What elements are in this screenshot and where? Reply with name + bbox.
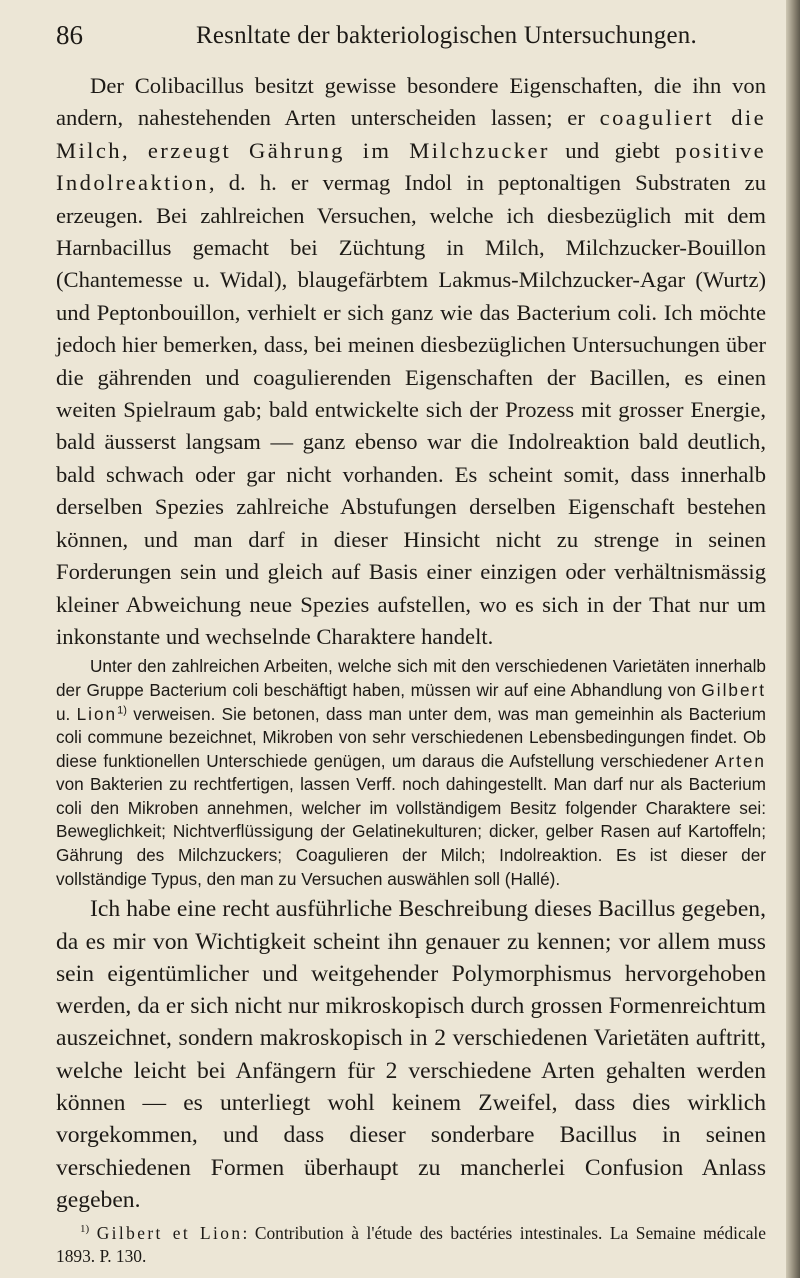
running-title: Resnltate der bakteriologischen Untersuchungen. <box>196 22 697 49</box>
footnote <box>56 1222 766 1267</box>
small-print-note <box>56 655 766 891</box>
page-header <box>56 20 756 52</box>
text-run: verweisen. Sie betonen, dass man unter dem, was man gemeinhin als Bacterium coli commune bezeichnet, Mikroben von sehr verschiedenen Lebensbedingungen findet. Ob diese funktionellen Unterschiede genügen, um daraus die Aufstellung verschiedener <box>56 703 766 771</box>
main-paragraph-2: Ich habe eine recht ausführliche Beschreibung dieses Bacillus gegeben, da es mir von Wichtigkeit scheint ihn genauer zu kennen; vor allem muss sein eigentümlicher und weitgehender Polymorphismus hervorgehoben werden, da er sich nicht nur mikroskopisch durch grossen Formenreichtum auszeichnet, sondern makroskopisch in 2 verschiedenen Varietäten auftritt, welche leicht bei Anfängern für 2 verschiedene Arten gehalten werden können — es unterliegt wohl keinem Zweifel, dass dies wirklich vorgekommen, und dass dieser sonderbare Bacillus in seinen verschiedenen Formen überhaupt zu mancherlei Confusion Anlass gegeben. <box>56 896 766 1213</box>
text-run: und giebt <box>549 137 676 163</box>
emphasized-text: positive Indolreaktion <box>56 137 766 196</box>
text-run: Unter den zahlreichen Arbeiten, welche sich mit den verschiedenen Varietäten innerhalb der Gruppe Bacterium coli beschäftigt haben, müssen wir auf eine Abhandlung von <box>56 656 766 700</box>
author-name: Gilbert <box>701 679 766 700</box>
text-run: u. <box>56 703 77 724</box>
page-body <box>56 70 766 1267</box>
page-number: 86 <box>56 20 83 50</box>
author-name: Lion <box>76 703 118 724</box>
author-name: Gilbert et Lion <box>96 1223 243 1244</box>
footnote-marker: 1) <box>80 1223 90 1236</box>
text-run: Der Colibacillus besitzt gewisse besondere Eigenschaften, die ihn von andern, nahestehenden Arten unterscheiden lassen; er <box>56 73 766 131</box>
main-paragraph-1 <box>56 70 766 653</box>
emphasized-text: Arten <box>714 750 766 771</box>
page-edge-shadow <box>786 0 800 1278</box>
text-run: von Bakterien zu rechtfertigen, lassen Verff. noch dahingestellt. Man darf nur als Bacterium coli den Mikroben annehmen, welcher im vollständigem Besitz folgender Charaktere sei: Beweglichkeit; Nichtverflüssigung der Gelatinekulturen; dicker, gelber Rasen auf Kartoffeln; Gährung des Milchzuckers; Coagulieren der Milch; Indolreaktion. Es ist dieser der vollständige Typus, den man zu Versuchen auswählen soll (Hallé). <box>56 774 766 889</box>
emphasized-text: coaguliert die Milch, erzeugt Gährung im Milchzucker <box>56 105 766 163</box>
text-run: : Contribution à l'étude des bactéries intestinales. La Semaine médicale 1893. P. 130. <box>56 1223 766 1266</box>
footnote-reference: 1) <box>117 703 127 716</box>
text-run: , d. h. er vermag Indol in peptonaltigen Substraten zu erzeugen. Bei zahlreichen Versuchen, welche ich diesbezüglich mit dem Harnbacillus gemacht bei Züchtung in Milch, Milchzucker-Bouillon (Chantemesse u. Widal), blaugefärbtem Lakmus-Milchzucker-Agar (Wurtz) und Peptonbouillon, verhielt er sich ganz wie das Bacterium coli. Ich möchte jedoch hier bemerken, dass, bei meinen diesbezüglichen Untersuchungen über die gährenden und coagulierenden Eigenschaften der Bacillen, es einen weiten Spielraum gab; bald entwickelte sich der Prozess mit grosser Energie, bald äusserst langsam — ganz ebenso war die Indolreaktion bald deutlich, bald schwach oder gar nicht vorhanden. Es scheint somit, dass innerhalb derselben Spezies zahlreiche Abstufungen derselben Eigenschaft bestehen können, und man darf in dieser Hinsicht nicht zu strenge in seinen Forderungen sein und gleich auf Basis einer einzigen oder verhältnismässig kleiner Abweichung neue Spezies aufstellen, wo es sich in der That nur um inkonstante und wechselnde Charaktere handelt. <box>56 170 766 649</box>
